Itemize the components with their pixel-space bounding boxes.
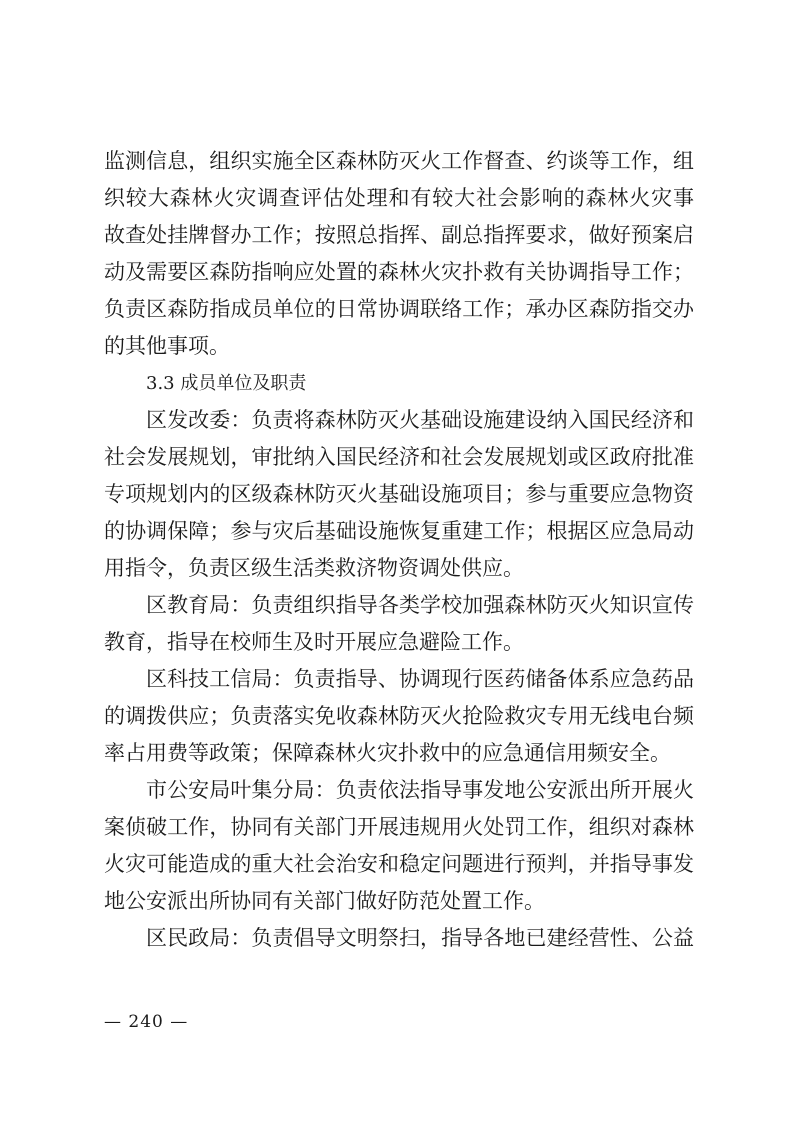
page-number: — 240 —: [104, 1012, 189, 1032]
paragraph-start: 区发改委：负责将森林防灭火基础设施建设纳入国民经济和: [146, 408, 694, 432]
text-line: 火灾可能造成的重大社会治安和稳定问题进行预判，并指导事发: [104, 852, 694, 876]
paragraph-start: 区科技工信局：负责指导、协调现行医药储备体系应急药品: [146, 667, 694, 691]
text-line: 故查处挂牌督办工作；按照总指挥、副总指挥要求，做好预案启: [104, 223, 694, 247]
paragraph-start: 区教育局：负责组织指导各类学校加强森林防灭火知识宣传: [146, 593, 694, 617]
text-line: 案侦破工作，协同有关部门开展违规用火处罚工作，组织对森林: [104, 815, 694, 839]
text-line: 社会发展规划，审批纳入国民经济和社会发展规划或区政府批准: [104, 445, 694, 469]
body-text: [104, 143, 694, 957]
text-line: 的调拨供应；负责落实免收森林防灭火抢险救灾专用无线电台频: [104, 704, 694, 728]
text-line: 监测信息，组织实施全区森林防灭火工作督查、约谈等工作，组: [104, 149, 694, 173]
text-line: 的其他事项。: [104, 334, 230, 358]
paragraph-start: 市公安局叶集分局：负责依法指导事发地公安派出所开展火: [146, 778, 694, 802]
paragraph-start: 区民政局：负责倡导文明祭扫，指导各地已建经营性、公益: [146, 926, 694, 950]
text-line: 织较大森林火灾调查评估处理和有较大社会影响的森林火灾事: [104, 186, 694, 210]
text-line: 的协调保障；参与灾后基础设施恢复重建工作；根据区应急局动: [104, 519, 694, 543]
text-line: 教育，指导在校师生及时开展应急避险工作。: [104, 630, 524, 654]
text-line: 动及需要区森防指响应处置的森林火灾扑救有关协调指导工作；: [104, 260, 694, 284]
text-line: 地公安派出所协同有关部门做好防范处置工作。: [104, 889, 545, 913]
section-heading: 3.3 成员单位及职责: [146, 373, 307, 394]
text-line: 用指令，负责区级生活类救济物资调处供应。: [104, 556, 524, 580]
text-line: 率占用费等政策；保障森林火灾扑救中的应急通信用频安全。: [104, 741, 671, 765]
text-line: 负责区森防指成员单位的日常协调联络工作；承办区森防指交办: [104, 297, 694, 321]
text-line: 专项规划内的区级森林防灭火基础设施项目；参与重要应急物资: [104, 482, 694, 506]
